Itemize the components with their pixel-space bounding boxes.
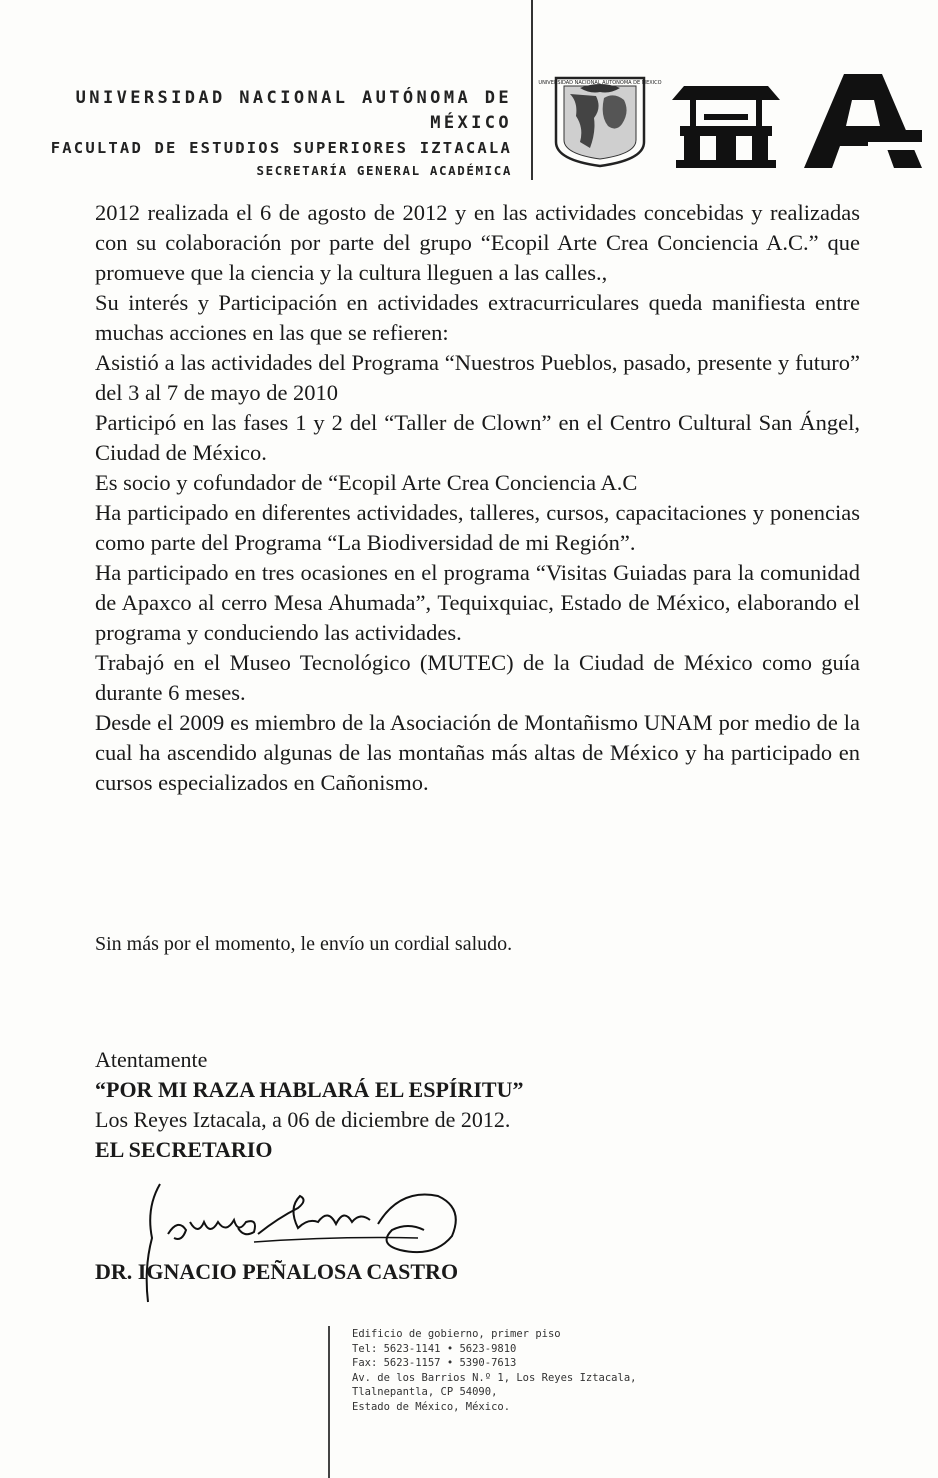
footer-line: Fax: 5623-1157 • 5390-7613	[352, 1357, 517, 1369]
signoff-block	[95, 1045, 523, 1165]
footer-divider	[328, 1326, 330, 1478]
faculty-name: FACULTAD DE ESTUDIOS SUPERIORES IZTACALA	[50, 139, 512, 157]
body-paragraph: Su interés y Participación en actividades extracurriculares queda manifiesta entre muchas acciones en las que se refieren:	[95, 290, 860, 345]
a-monogram-logo	[804, 74, 922, 168]
signer-name: DR. IGNACIO PEÑALOSA CASTRO	[95, 1259, 459, 1284]
footer-line: Estado de México, México.	[352, 1400, 511, 1413]
footer-line: Tlalnepantla, CP 54090,	[352, 1386, 498, 1398]
footer-contact	[352, 1327, 636, 1414]
department-name: SECRETARÍA GENERAL ACADÉMICA	[256, 163, 512, 178]
footer-line: Tel: 5623-1141 • 5623-9810	[352, 1342, 517, 1355]
header-divider	[531, 0, 533, 180]
greeting: Atentamente	[95, 1047, 208, 1072]
body-paragraph: Es socio y cofundador de “Ecopil Arte Crea Conciencia A.C	[95, 470, 638, 495]
motto: “POR MI RAZA HABLARÁ EL ESPÍRITU”	[95, 1077, 524, 1102]
signer-title: EL SECRETARIO	[95, 1137, 273, 1162]
fes-iztacala-logo	[670, 74, 782, 168]
seal-text: UNIVERSIDAD NACIONAL AUTONOMA DE MEXICO	[538, 80, 662, 86]
body-paragraph: Asistió a las actividades del Programa “Nuestros Pueblos, pasado, presente y futuro” del 3 al 7 de mayo de 2010	[95, 350, 860, 405]
body-paragraph: Participó en las fases 1 y 2 del “Taller de Clown” en el Centro Cultural San Ángel, Ciudad de México.	[95, 410, 860, 465]
body-paragraph: Trabajó en el Museo Tecnológico (MUTEC) de la Ciudad de México como guía durante 6 meses.	[95, 650, 860, 705]
unam-seal-logo	[538, 72, 662, 168]
place-date: Los Reyes Iztacala, a 06 de diciembre de 2012.	[95, 1107, 511, 1132]
closing-line: Sin más por el momento, le envío un cordial saludo.	[95, 933, 513, 955]
body-paragraph: 2012 realizada el 6 de agosto de 2012 y en las actividades concebidas y realizadas con su colaboración por parte del grupo “Ecopil Arte Crea Conciencia A.C.” que promueve que la ciencia y la cultura lleguen a las calles.,	[95, 200, 860, 285]
university-name: UNIVERSIDAD NACIONAL AUTÓNOMA DE MÉXICO	[75, 88, 512, 133]
handwritten-signature	[138, 1178, 468, 1308]
body-paragraph: Desde el 2009 es miembro de la Asociación de Montañismo UNAM por medio de la cual ha ascendido algunas de las montañas más altas de México y ha participado en cursos especializados en Cañonismo.	[95, 710, 860, 795]
footer-line: Edificio de gobierno, primer piso	[352, 1328, 561, 1340]
footer-line: Av. de los Barrios N.º 1, Los Reyes Iztacala,	[352, 1371, 637, 1384]
body-paragraph: Ha participado en diferentes actividades, talleres, cursos, capacitaciones y ponencias como parte del Programa “La Biodiversidad de mi Región”.	[95, 500, 860, 555]
letter-body	[95, 198, 860, 798]
letterhead-text	[0, 86, 512, 182]
body-paragraph: Ha participado en tres ocasiones en el programa “Visitas Guiadas para la comunidad de Apaxco al cerro Mesa Ahumada”, Tequixquiac, Estado de México, elaborando el programa y conduciendo las actividades.	[95, 560, 860, 645]
